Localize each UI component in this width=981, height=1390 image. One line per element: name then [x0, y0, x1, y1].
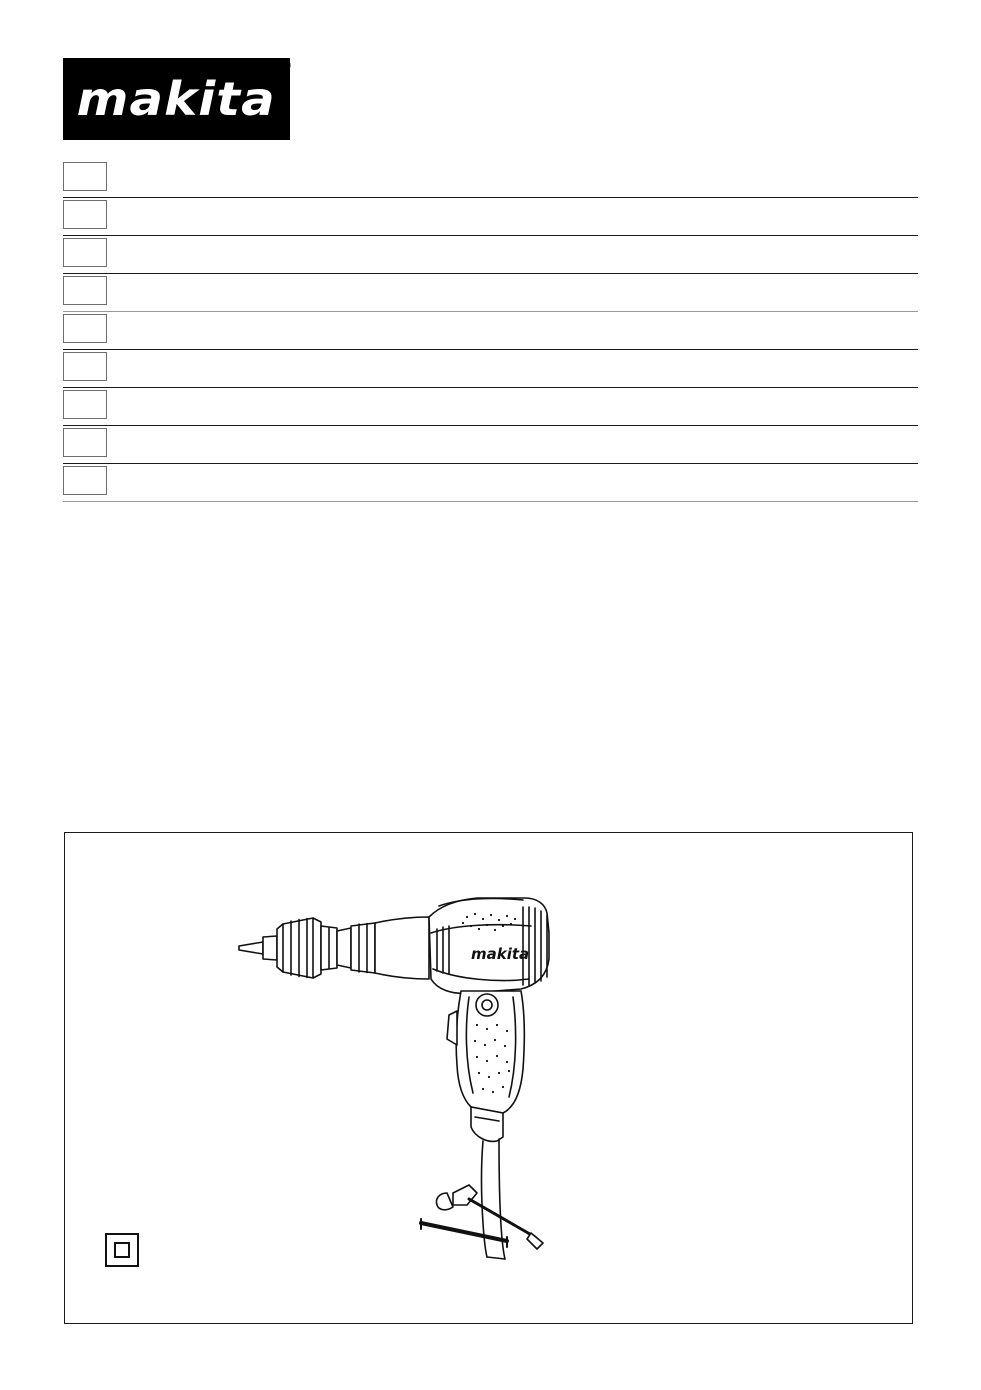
double-insulation-inner-square: [114, 1242, 130, 1258]
table-row: [63, 388, 918, 426]
logo-wordmark: makita: [76, 72, 277, 126]
language-code-box: [63, 314, 107, 343]
language-code-box: [63, 276, 107, 305]
double-insulation-icon: [105, 1233, 139, 1267]
table-row: [63, 464, 918, 502]
table-row: [63, 426, 918, 464]
language-code-box: [63, 390, 107, 419]
table-row: [63, 160, 918, 198]
language-code-box: [63, 238, 107, 267]
language-code-box: [63, 428, 107, 457]
language-code-box: [63, 352, 107, 381]
table-row: [63, 236, 918, 274]
table-row: [63, 274, 918, 312]
language-table: [63, 160, 918, 502]
language-code-box: [63, 200, 107, 229]
drill-illustration: [225, 893, 745, 1293]
language-code-box: [63, 466, 107, 495]
table-row: [63, 198, 918, 236]
product-illustration-frame: [64, 832, 913, 1324]
table-row: [63, 350, 918, 388]
svg-text:makita: makita: [471, 945, 530, 963]
makita-logo: [63, 58, 290, 140]
language-code-box: [63, 162, 107, 191]
table-row: [63, 312, 918, 350]
registered-trademark-icon: ®: [283, 60, 292, 72]
